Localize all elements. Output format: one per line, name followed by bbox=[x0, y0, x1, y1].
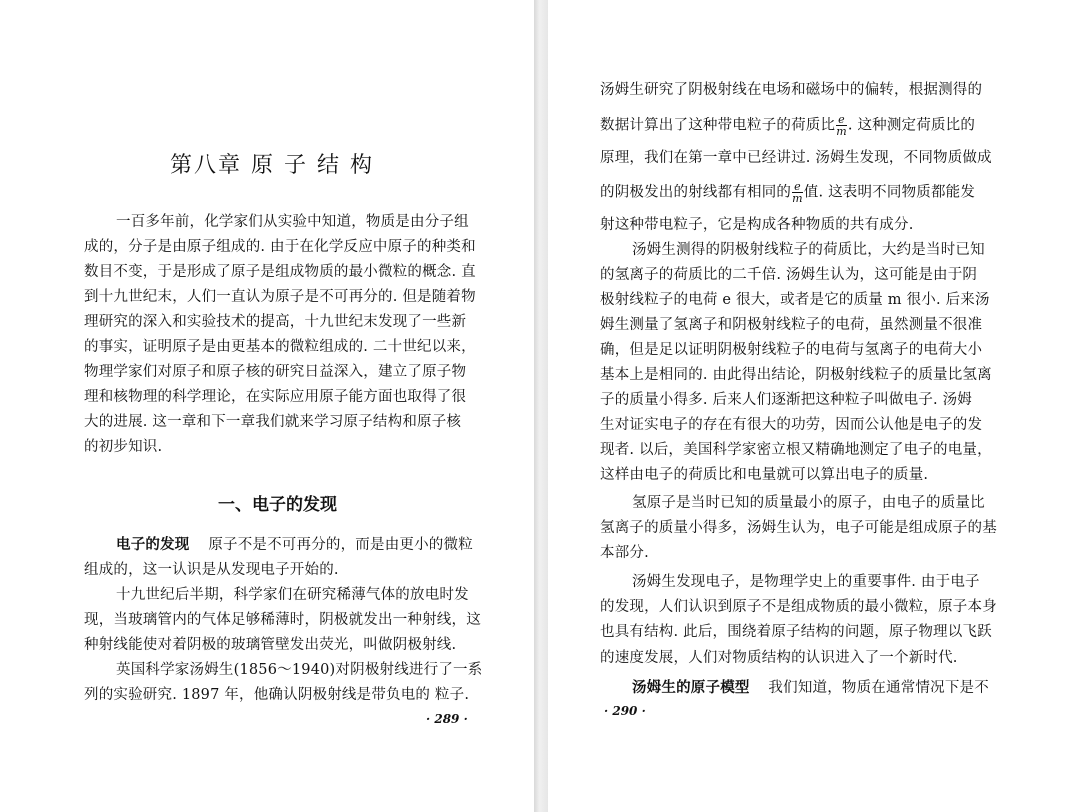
section-title: 一、电子的发现 bbox=[218, 495, 337, 515]
fraction-denominator: m bbox=[836, 125, 847, 138]
text-line: 基本上是相同的. 由此得出结论，阴极射线粒子的质量比氢离 bbox=[600, 367, 992, 383]
text-line: 现，当玻璃管内的气体足够稀薄时，阴极就发出一种射线，这 bbox=[84, 612, 481, 628]
text-line: 的发现，人们认识到原子不是组成物质的最小微粒，原子本身 bbox=[600, 599, 997, 615]
text-line: 组成的，这一认识是从发现电子开始的. bbox=[84, 562, 339, 578]
page-number: · 290 · bbox=[604, 704, 646, 718]
text-line: 大的进展. 这一章和下一章我们就来学习原子结构和原子核 bbox=[84, 414, 462, 430]
text-line: 物理学家们对原子和原子核的研究日益深入，建立了原子物 bbox=[84, 364, 467, 380]
charge-mass-fraction bbox=[836, 114, 847, 137]
page-gutter bbox=[534, 0, 548, 812]
text-line: 确，但是足以证明阴极射线粒子的电荷与氢离子的电荷大小 bbox=[600, 342, 983, 358]
text-line: 英国科学家汤姆生(1856～1940)对阴极射线进行了一系 bbox=[116, 662, 483, 678]
fraction-denominator: m bbox=[792, 192, 803, 205]
text-line: 氢原子是当时已知的质量最小的原子，由电子的质量比 bbox=[632, 495, 985, 511]
fraction-numerator: e bbox=[838, 113, 845, 126]
paragraph-text: 我们知道，物质在通常情况下是不 bbox=[768, 680, 989, 696]
text-line: 的初步知识. bbox=[84, 439, 163, 455]
text-line: 射这种带电粒子，它是构成各种物质的共有成分. bbox=[600, 217, 914, 233]
paragraph-text: 原子不是不可再分的，而是由更小的微粒 bbox=[208, 537, 473, 553]
paragraph-heading: 电子的发现 bbox=[116, 537, 190, 553]
text-line: 种射线能使对着阴极的玻璃管壁发出荧光，叫做阴极射线. bbox=[84, 637, 457, 653]
text-segment: . 这种测定荷质比的 bbox=[847, 117, 976, 134]
text-line: 汤姆生研究了阴极射线在电场和磁场中的偏转，根据测得的 bbox=[600, 82, 983, 98]
text-line: 的速度发展，人们对物质结构的认识进入了一个新时代. bbox=[600, 650, 958, 666]
left-page bbox=[0, 0, 534, 812]
text-line: 氢离子的质量小得多，汤姆生认为，电子可能是组成原子的基 bbox=[600, 520, 997, 536]
text-line: 姆生测量了氢离子和阴极射线粒子的电荷，虽然测量不很准 bbox=[600, 317, 983, 333]
text-line: 原理，我们在第一章中已经讲过. 汤姆生发现，不同物质做成 bbox=[600, 150, 992, 166]
text-line: 汤姆生测得的阴极射线粒子的荷质比，大约是当时已知 bbox=[632, 242, 985, 258]
text-segment: 的阴极发出的射线都有相同的 bbox=[600, 184, 792, 201]
text-line: 生对证实电子的存在有很大的功劳，因而公认他是电子的发 bbox=[600, 417, 983, 433]
text-line: 数目不变，于是形成了原子是组成物质的最小微粒的概念. 直 bbox=[84, 264, 476, 280]
text-line: 极射线粒子的电荷 e 很大，或者是它的质量 m 很小. 后来汤 bbox=[600, 292, 990, 308]
page-number: · 289 · bbox=[426, 712, 468, 726]
chapter-title: 第八章 原 子 结 构 bbox=[170, 153, 374, 178]
text-line: 现者. 以后，美国科学家密立根又精确地测定了电子的电量， bbox=[600, 442, 992, 458]
text-line: 这样由电子的荷质比和电量就可以算出电子的质量. bbox=[600, 467, 929, 483]
paragraph-heading: 汤姆生的原子模型 bbox=[632, 680, 750, 696]
text-line: 子的质量小得多. 后来人们逐渐把这种粒子叫做电子. 汤姆 bbox=[600, 392, 973, 408]
charge-mass-fraction bbox=[792, 181, 803, 204]
text-line: 列的实验研究. 1897 年，他确认阴极射线是带负电的 粒子. bbox=[84, 687, 470, 703]
text-line: 的事实，证明原子是由更基本的微粒组成的. 二十世纪以来， bbox=[84, 339, 476, 355]
text-line: 也具有结构. 此后，围绕着原子结构的问题，原子物理以飞跃 bbox=[600, 624, 992, 640]
text-line: 本部分. bbox=[600, 545, 649, 561]
paragraph-first-line bbox=[632, 678, 989, 698]
text-line-with-fraction bbox=[600, 181, 975, 204]
text-line: 理和核物理的科学理论，在实际应用原子能方面也取得了很 bbox=[84, 389, 467, 405]
fraction-numerator: e bbox=[794, 180, 801, 193]
text-line: 十九世纪后半期，科学家们在研究稀薄气体的放电时发 bbox=[116, 587, 469, 603]
text-line: 一百多年前，化学家们从实验中知道，物质是由分子组 bbox=[116, 214, 469, 230]
paragraph-first-line bbox=[116, 535, 473, 555]
text-line-with-fraction bbox=[600, 114, 975, 137]
right-page bbox=[548, 0, 1080, 812]
text-segment: 值. 这表明不同物质都能发 bbox=[803, 184, 976, 201]
text-line: 成的，分子是由原子组成的. 由于在化学反应中原子的种类和 bbox=[84, 239, 476, 255]
text-line: 到十九世纪末，人们一直认为原子是不可再分的. 但是随着物 bbox=[84, 289, 476, 305]
text-line: 的氢离子的荷质比的二千倍. 汤姆生认为，这可能是由于阴 bbox=[600, 267, 978, 283]
text-segment: 数据计算出了这种带电粒子的荷质比 bbox=[600, 117, 836, 134]
text-line: 理研究的深入和实验技术的提高，十九世纪末发现了一些新 bbox=[84, 314, 467, 330]
text-line: 汤姆生发现电子，是物理学史上的重要事件. 由于电子 bbox=[632, 574, 980, 590]
